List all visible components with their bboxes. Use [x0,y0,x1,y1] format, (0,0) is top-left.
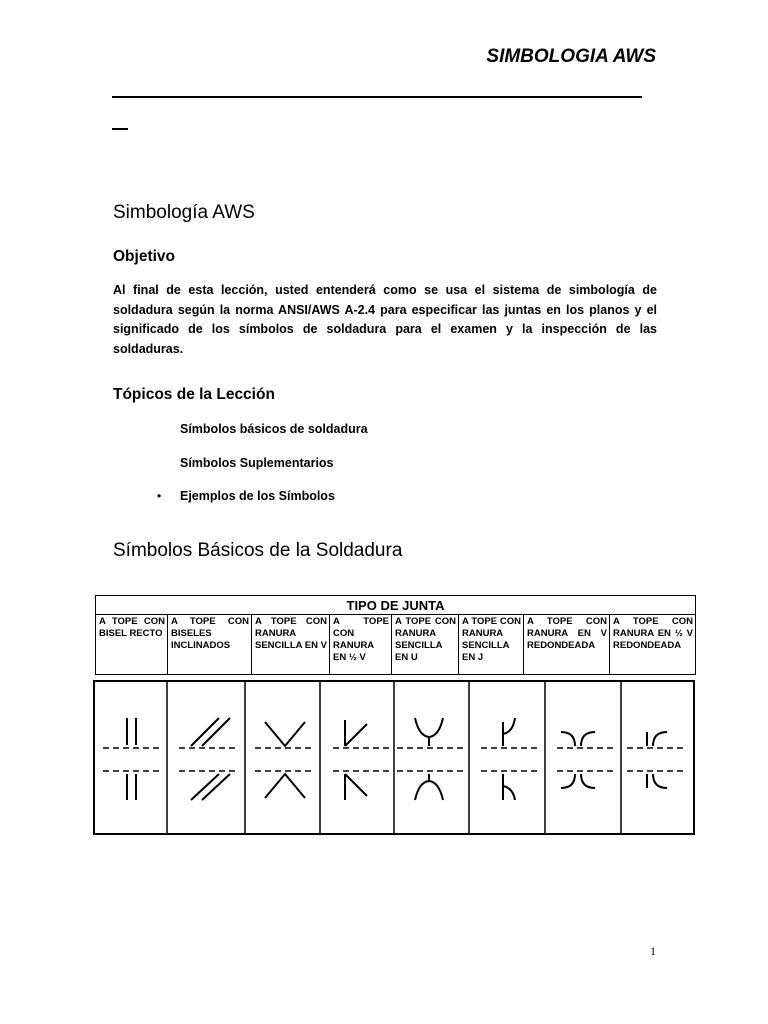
col-j-groove: A TOPE CON RANURA SENCILLA EN J [459,615,524,675]
flare-bevel-groove-icon [647,732,667,788]
square-groove-icon [127,718,136,800]
symbols-panel [93,680,695,835]
bullet-icon: • [157,489,162,503]
objective-text: Al final de esta lección, usted entenderá como se usa el sistema de simbología de soldadura según la norma ANSI/AWS A-2.4 para especificar las juntas en los planos y el significado de los símbolos de soldadura para el examen y la inspección de las soldaduras. [113,283,657,356]
col-v-groove: A TOPE CON RANURA SENCILLA EN V [252,615,330,675]
col-scarf-groove: A TOPE CON BISELES INCLINADOS [168,615,252,675]
joint-type-table [95,595,696,675]
topic-item-basic: Símbolos básicos de soldadura [180,422,368,436]
topic-item-examples: Ejemplos de los Símbolos [180,489,335,503]
header-rule [112,96,642,98]
page-number: 1 [650,944,656,958]
topic-item-supplementary: Símbolos Suplementarios [180,456,334,470]
v-groove-icon [265,722,305,798]
header-title: SIMBOLOGIA AWS [486,46,656,67]
bevel-groove-icon [345,720,367,800]
objective-heading: Objetivo [113,248,176,265]
symbols-drawing [95,682,693,833]
header-dash [112,128,128,130]
section-title: Simbología AWS [113,202,255,223]
scarf-groove-icon [191,718,230,800]
col-flare-v-groove: A TOPE CON RANURA EN V REDONDEADA [524,615,610,675]
j-groove-icon [503,718,515,800]
col-bevel-groove: A TOPE CON RANURA EN ½ V [330,615,392,675]
col-flare-bevel-groove: A TOPE CON RANURA EN ½ V REDONDEADA [610,615,696,675]
col-u-groove: A TOPE CON RANURA SENCILLA EN U [392,615,459,675]
topics-heading: Tópicos de la Lección [113,386,275,403]
basic-symbols-heading: Símbolos Básicos de la Soldadura [113,540,403,561]
u-groove-icon [415,718,443,800]
col-square-groove: A TOPE CON BISEL RECTO [96,615,168,675]
table-title: TIPO DE JUNTA [96,596,696,615]
flare-v-groove-icon [561,732,595,788]
